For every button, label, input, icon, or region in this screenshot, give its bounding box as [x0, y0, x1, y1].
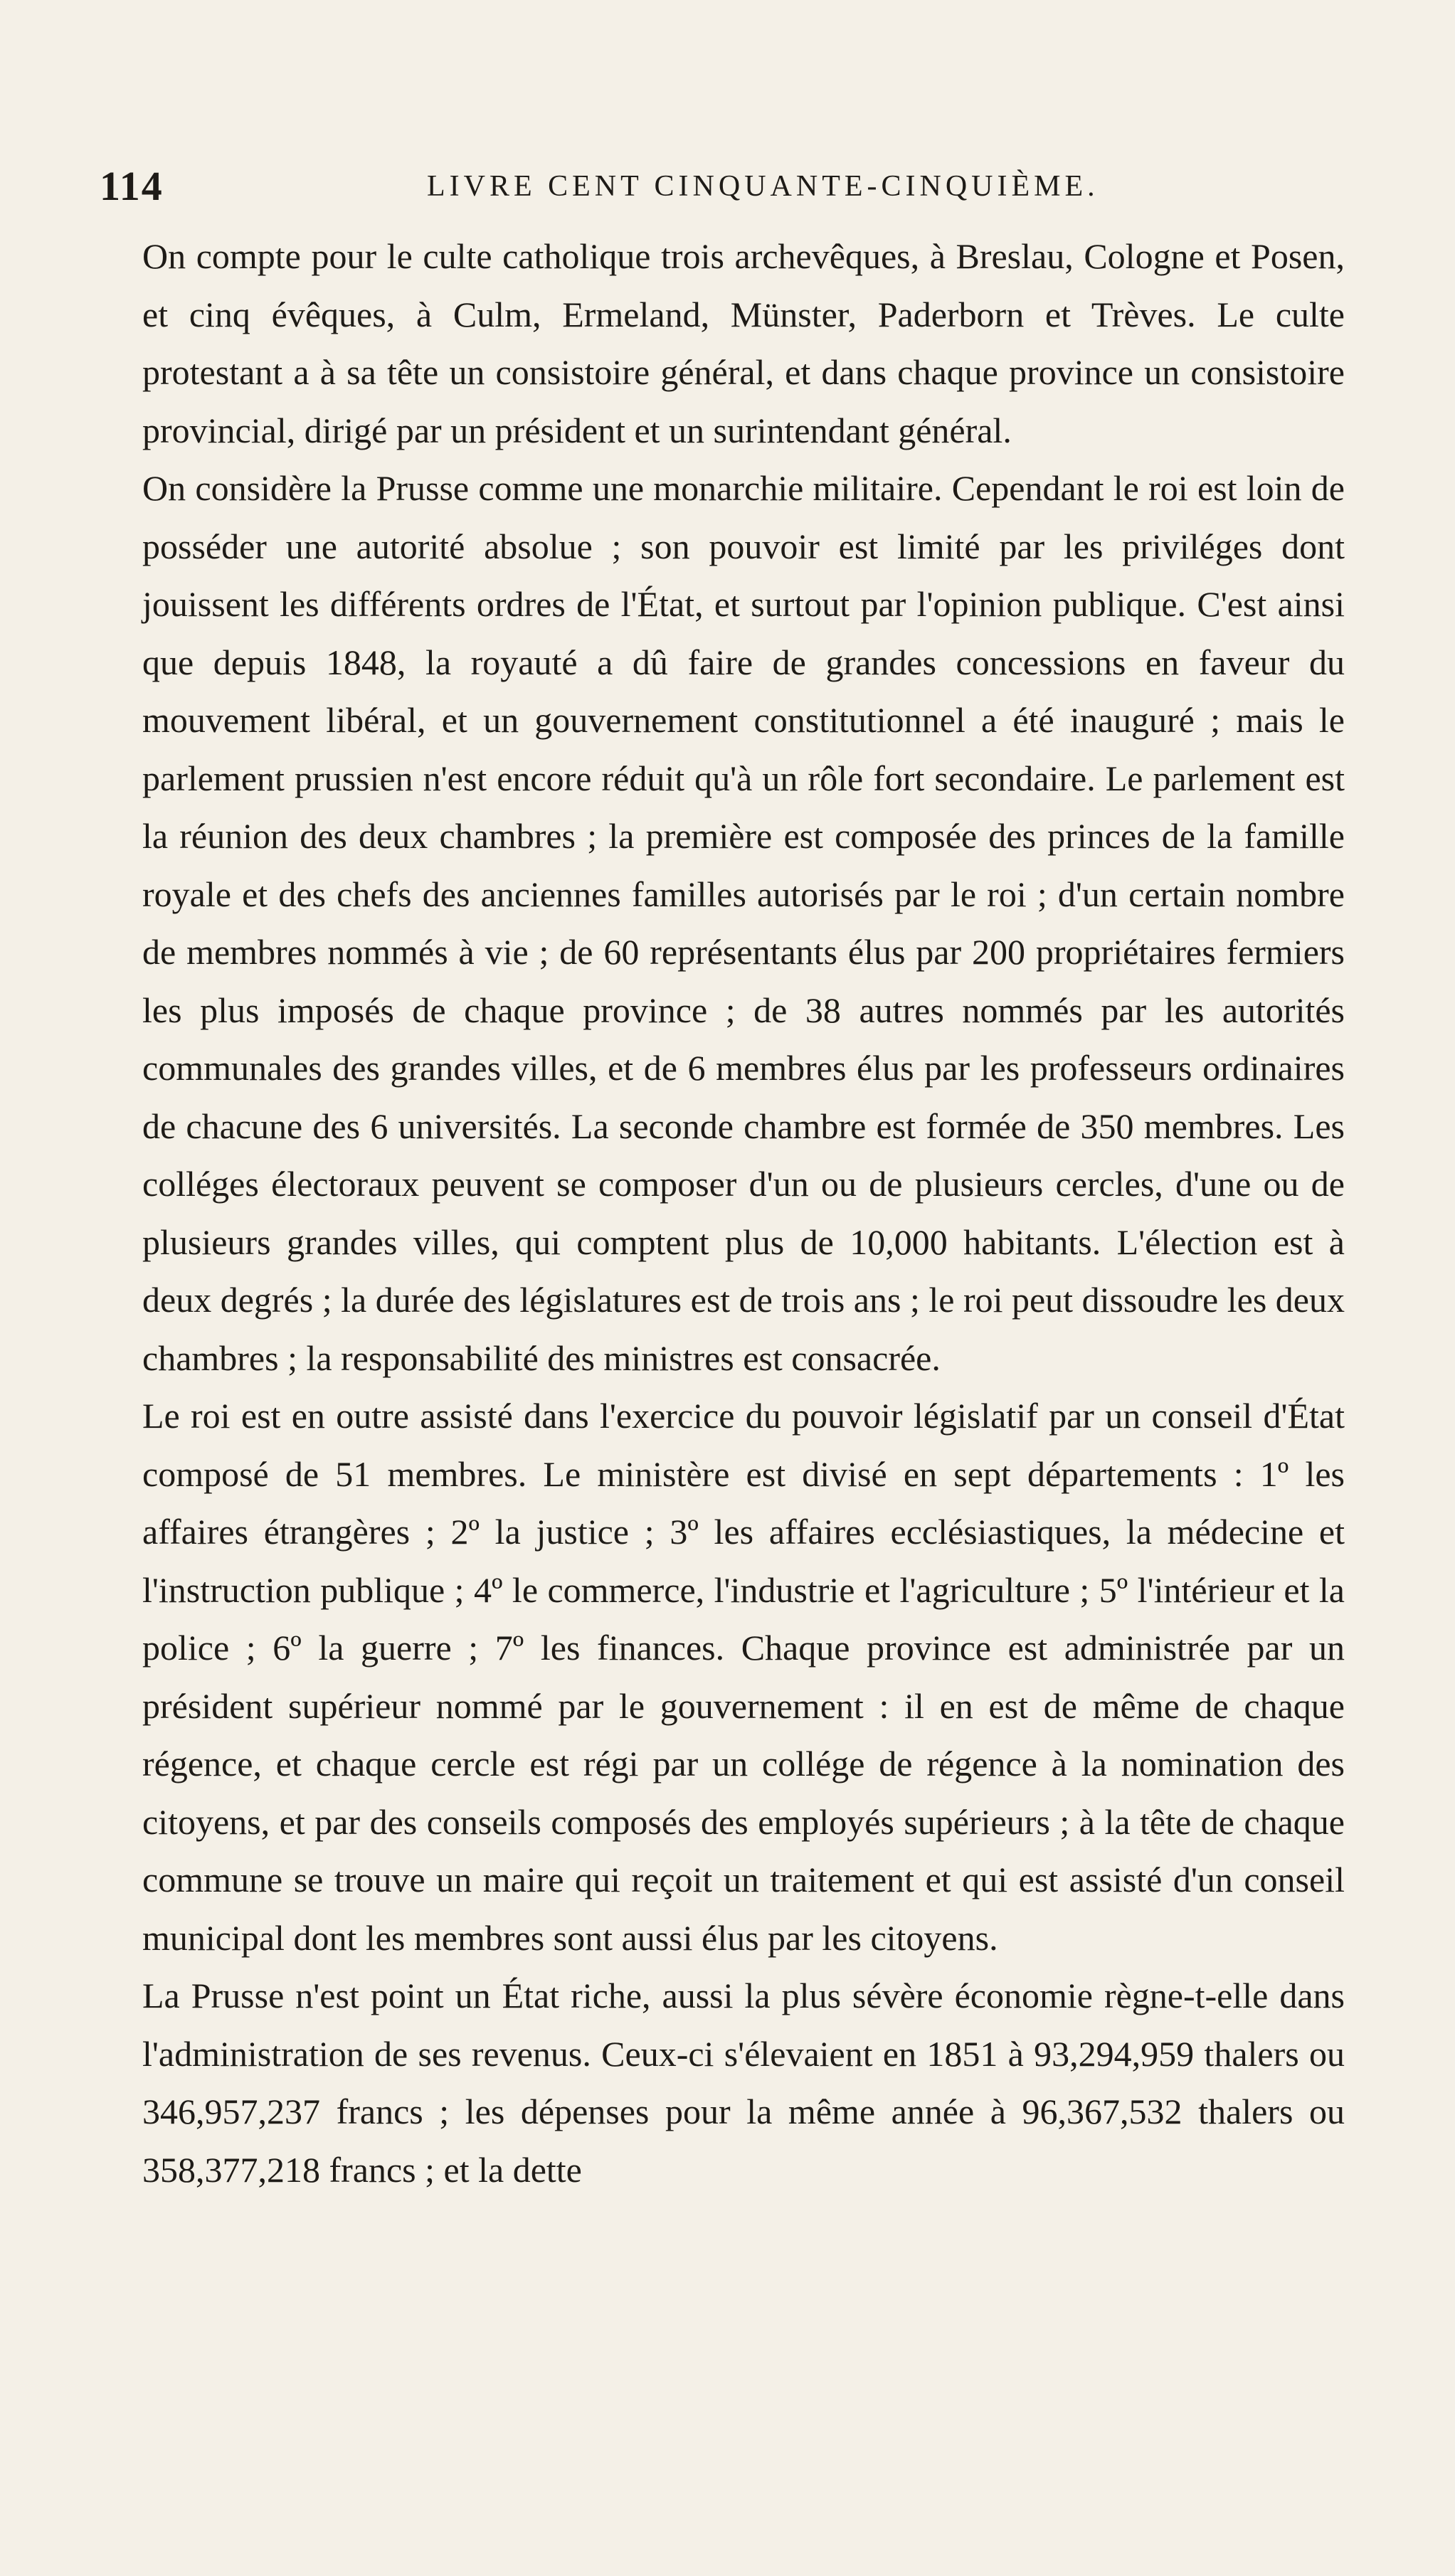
- page-header: [100, 162, 1355, 212]
- page-number: 114: [100, 163, 164, 209]
- body-text: [142, 228, 1345, 2199]
- paragraph-3: Le roi est en outre assisté dans l'exercice du pouvoir législatif par un conseil d'État composé de 51 membres. Le ministère est divisé en sept départements : 1º les affaires étrangères ; 2º la justice ; 3º les affaires ecclésiastiques, la médecine et l'instruction publique ; 4º le commerce, l'industrie et l'agriculture ; 5º l'intérieur et la police ; 6º la guerre ; 7º les finances. Chaque province est administrée par un président supérieur nommé par le gouvernement : il en est de même de chaque régence, et chaque cercle est régi par un collége de régence à la nomination des citoyens, et par des conseils composés des employés supérieurs ; à la tête de chaque commune se trouve un maire qui reçoit un traitement et qui est assisté d'un conseil municipal dont les membres sont aussi élus par les citoyens.: [142, 1396, 1345, 1958]
- paragraph-4: La Prusse n'est point un État riche, aussi la plus sévère économie règne-t-elle dans l'administration de ses revenus. Ceux-ci s'élevaient en 1851 à 93,294,959 thalers ou 346,957,237 francs ; les dépenses pour la même année à 96,367,532 thalers ou 358,377,218 francs ; et la dette: [142, 1976, 1345, 2190]
- paragraph-2: On considère la Prusse comme une monarchie militaire. Cependant le roi est loin de posséder une autorité absolue ; son pouvoir est limité par les priviléges dont jouissent les différents ordres de l'État, et surtout par l'opinion publique. C'est ainsi que depuis 1848, la royauté a dû faire de grandes concessions en faveur du mouvement libéral, et un gouvernement constitutionnel a été inauguré ; mais le parlement prussien n'est encore réduit qu'à un rôle fort secondaire. Le parlement est la réunion des deux chambres ; la première est composée des princes de la famille royale et des chefs des anciennes familles autorisés par le roi ; d'un certain nombre de membres nommés à vie ; de 60 représentants élus par 200 propriétaires fermiers les plus imposés de chaque province ; de 38 autres nommés par les autorités communales des grandes villes, et de 6 membres élus par les professeurs ordinaires de chacune des 6 universités. La seconde chambre est formée de 350 membres. Les colléges électoraux peuvent se composer d'un ou de plusieurs cercles, d'une ou de plusieurs grandes villes, qui comptent plus de 10,000 habitants. L'élection est à deux degrés ; la durée des législatures est de trois ans ; le roi peut dissoudre les deux chambres ; la responsabilité des ministres est consacrée.: [142, 468, 1345, 1378]
- paragraph-1: On compte pour le culte catholique trois archevêques, à Breslau, Cologne et Posen, et cinq évêques, à Culm, Ermeland, Münster, Paderborn et Trèves. Le culte protestant a à sa tête un consistoire général, et dans chaque province un consistoire provincial, dirigé par un président et un surintendant général.: [142, 236, 1345, 450]
- running-title: LIVRE CENT CINQUANTE-CINQUIÈME.: [427, 170, 1099, 203]
